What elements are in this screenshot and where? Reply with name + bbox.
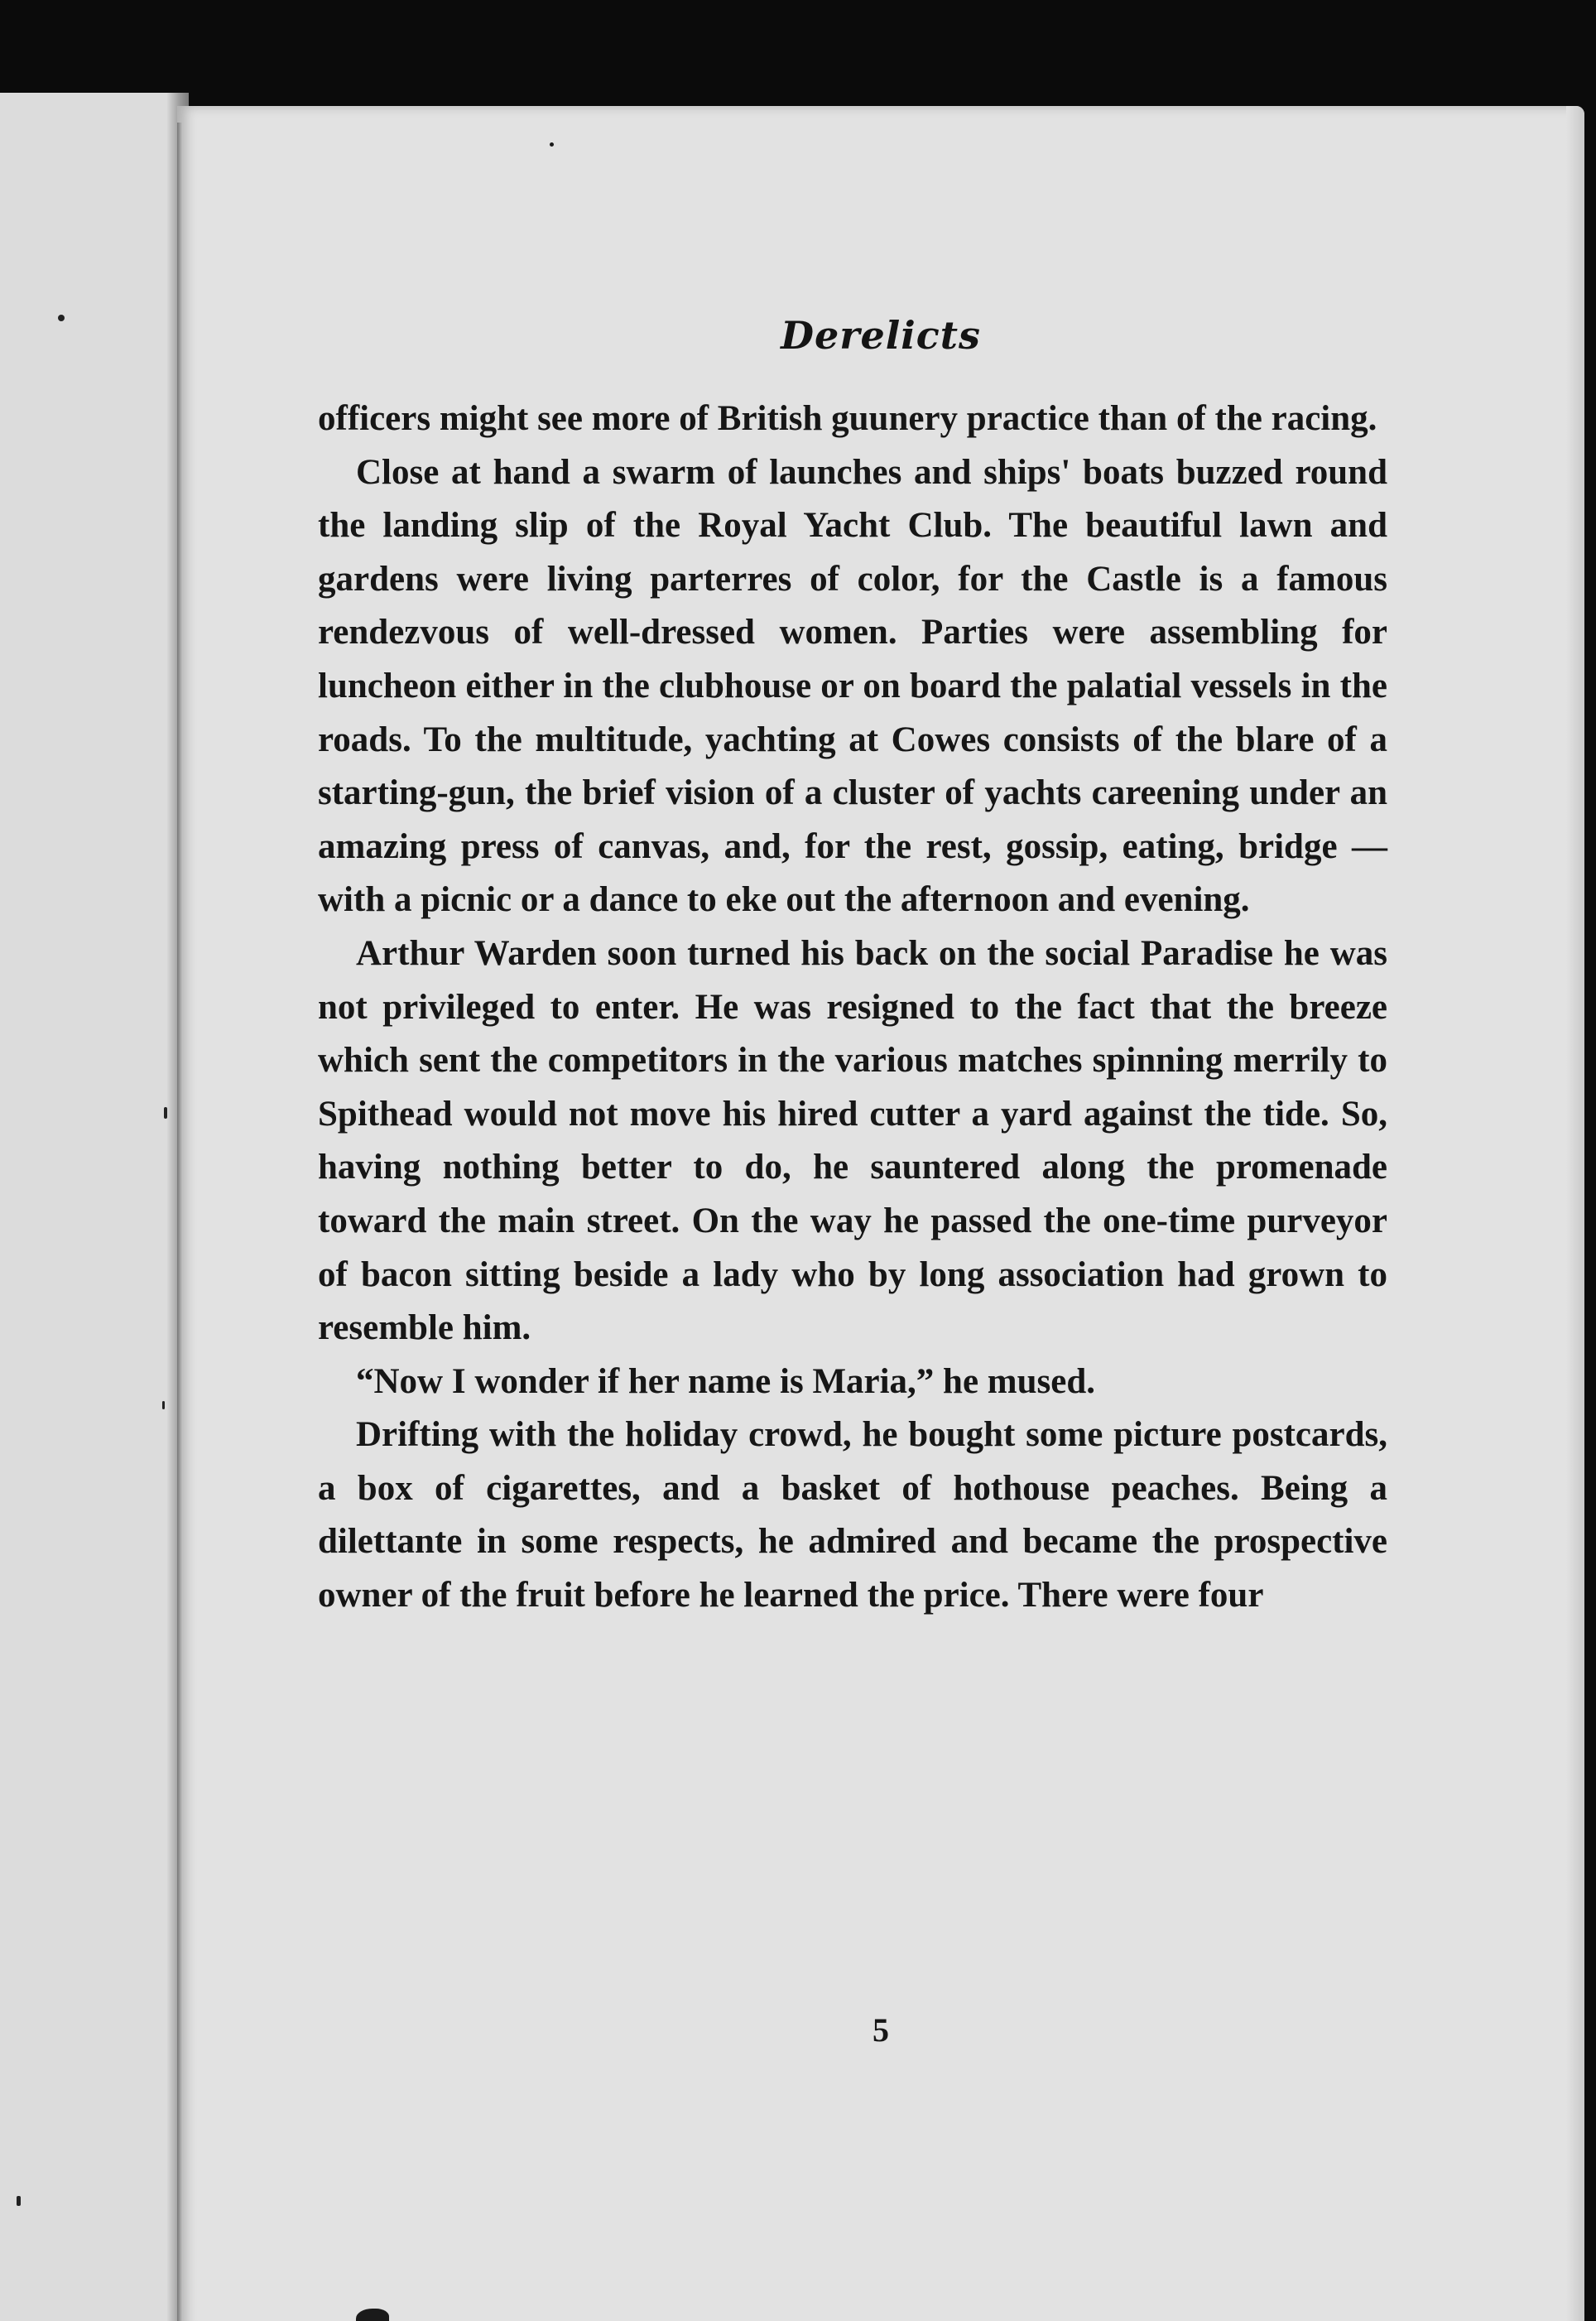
speck — [164, 1107, 167, 1119]
paragraph: Drifting with the holiday crowd, he bought some picture postcards, a box of cigarettes, and a basket of hothouse peaches. Being a dilettante in some respects, he admired and became the prospective owner of the fruit before he learned the price. There were four — [318, 1415, 1387, 1616]
paragraph: Close at hand a swarm of launches and ships' boats buzzed round the landing slip of the Royal Yacht Club. The beautiful lawn and gardens were living parterres of color, for the Castle is a famous rendezvous of well-dressed women. Parties were assembling for luncheon either in the clubhouse or on board the palatial vessels in the roads. To the multitude, yachting at Cowes consists of the blare of a starting-gun, the brief vision of a cluster of yachts careening under an amazing press of canvas, and, for the rest, gossip, eating, bridge — with a picnic or a dance to eke out the afternoon and evening. — [318, 452, 1387, 920]
ink-speck — [550, 142, 554, 147]
paragraph: “Now I wonder if her name is Maria,” he mused. — [356, 1361, 1096, 1401]
book-page — [177, 106, 1584, 2321]
speck — [17, 2196, 21, 2206]
body-text — [318, 392, 1387, 1623]
running-head: Derelicts — [781, 313, 981, 358]
paragraph: Arthur Warden soon turned his back on the social Paradise he was not privileged to enter. He was resigned to the fact that the breeze which sent the competitors in the various matches spinning merrily to Spithead would not move his hired cutter a yard against the tide. So, having nothing better to do, he sauntered along the promenade toward the main street. On the way he passed the one-time purveyor of bacon sitting beside a lady who by long association had grown to resemble him. — [318, 933, 1387, 1348]
page-edge — [1566, 106, 1584, 2321]
page-gutter — [177, 123, 182, 2321]
ink-smudge — [356, 2309, 389, 2321]
speck — [58, 315, 65, 321]
page-number: 5 — [873, 2011, 889, 2049]
facing-page-edge — [0, 93, 189, 2321]
paragraph: officers might see more of British guunery practice than of the racing. — [318, 399, 1377, 438]
speck — [162, 1401, 165, 1409]
